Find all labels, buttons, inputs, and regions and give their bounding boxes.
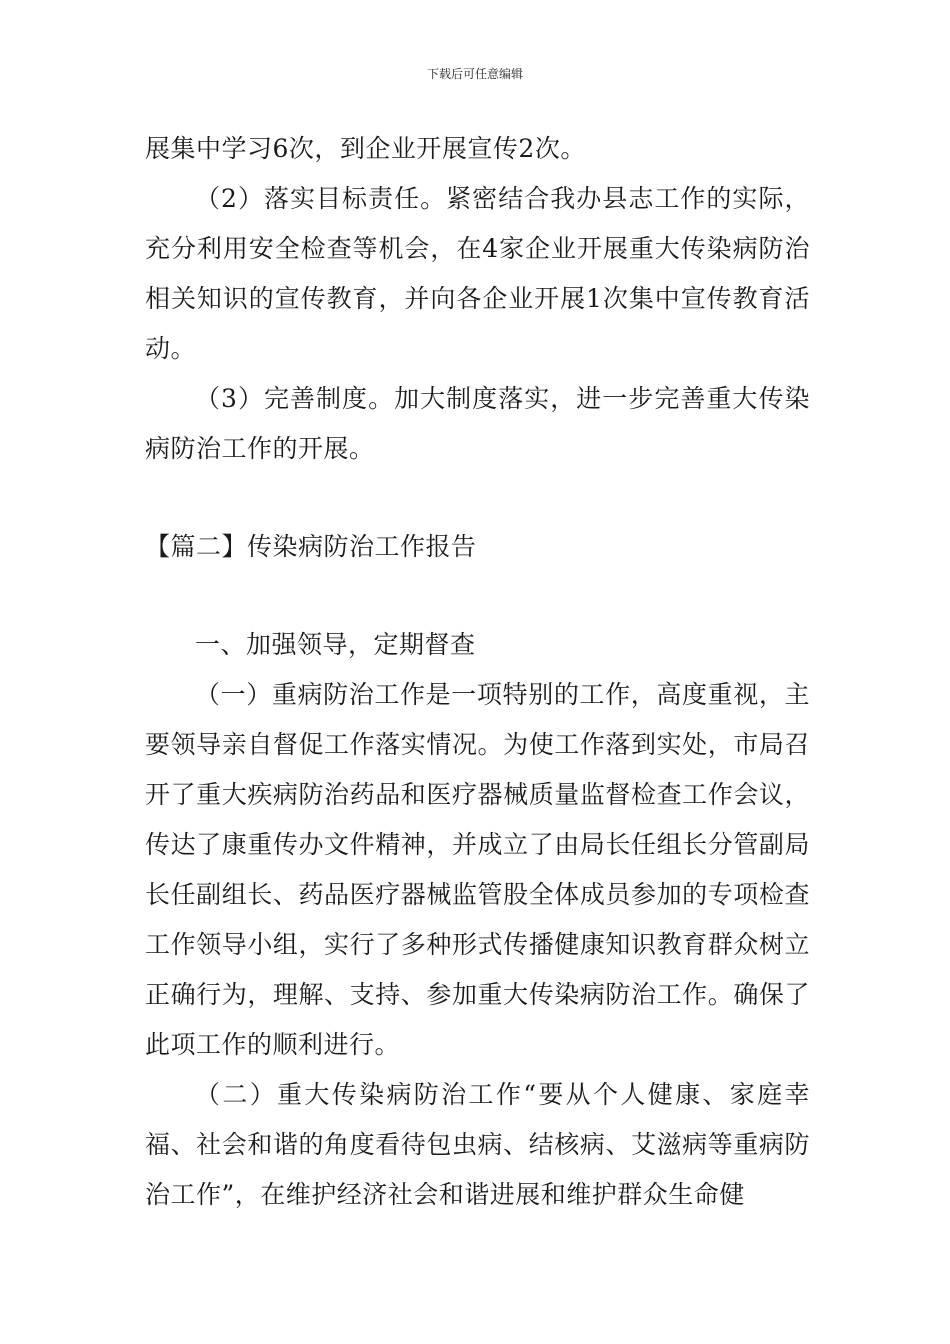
paragraph-item-two: （二）重大传染病防治工作“要从个人健康、家庭幸福、社会和谐的角度看待包虫病、结核病、艾滋病等重病防治工作”，在维护经济社会和谐进展和维护群众生命健 xyxy=(145,1080,810,1209)
paragraph-target-responsibility: （2）落实目标责任。紧密结合我办县志工作的实际，充分利用安全检查等机会，在4家企业开展重大传染病防治相关知识的宣传教育，并向各企业开展1次集中宣传教育活动。 xyxy=(145,184,810,363)
document-body xyxy=(145,124,810,1220)
paragraph-improve-system: （3）完善制度。加大制度落实，进一步完善重大传染病防治工作的开展。 xyxy=(145,384,810,463)
subheading-leadership: 一、加强领导，定期督查 xyxy=(195,630,476,659)
paragraph-continuation: 展集中学习6次，到企业开展宣传2次。 xyxy=(145,134,586,163)
section-title: 【篇二】传染病防治工作报告 xyxy=(145,532,477,561)
page-header: 下载后可任意编辑 xyxy=(426,67,523,81)
paragraph-item-one: （一）重病防治工作是一项特别的工作，高度重视，主要领导亲自督促工作落实情况。为使工作落到实处，市局召开了重大疾病防治药品和医疗器械质量监督检查工作会议，传达了康重传办文件精神，并成立了由局长任组长分管副局长任副组长、药品医疗器械监管股全体成员参加的专项检查工作领导小组，实行了多种形式传播健康知识教育群众树立正确行为，理解、支持、参加重大传染病防治工作。确保了此项工作的顺利进行。 xyxy=(145,680,810,1059)
